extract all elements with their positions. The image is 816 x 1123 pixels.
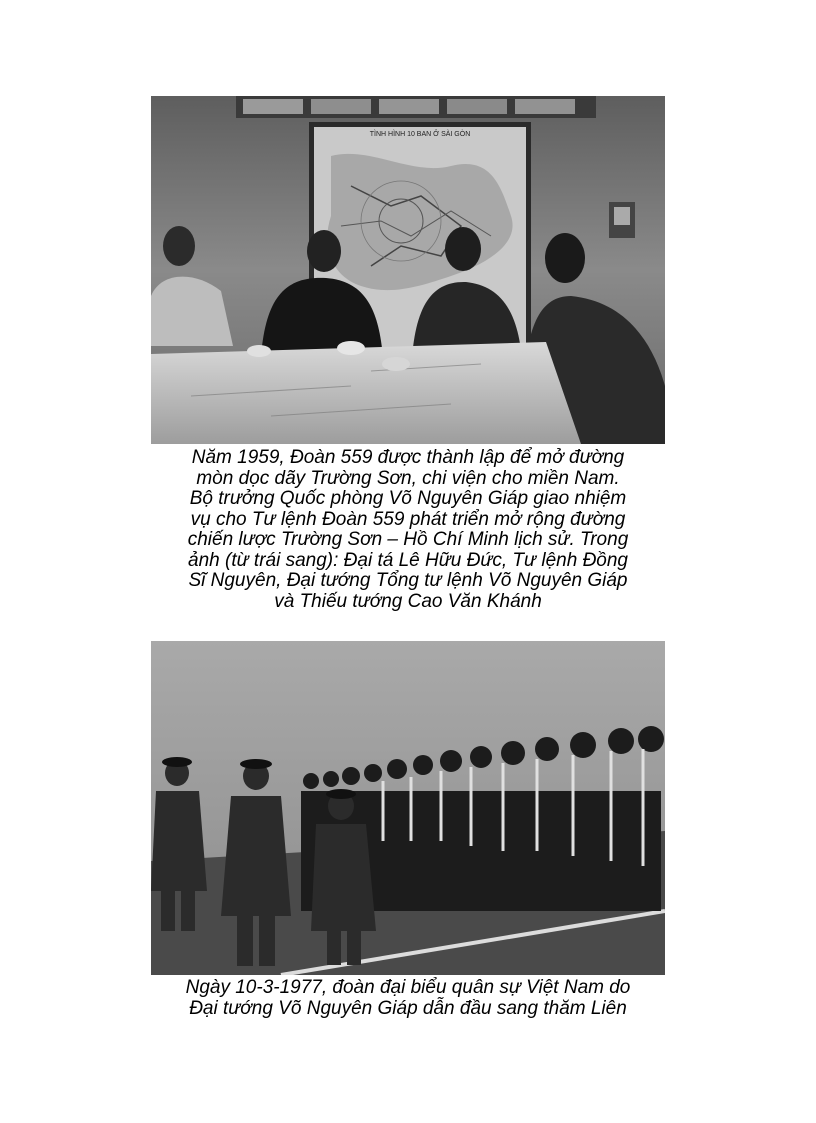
historical-photo-meeting: [151, 96, 665, 444]
photo-caption-2: [140, 978, 676, 1019]
caption-line: vụ cho Tư lệnh Đoàn 559 phát triển mở rộng đường: [190, 508, 626, 530]
caption-line: ảnh (từ trái sang): Đại tá Lê Hữu Đức, Tư lệnh Đồng: [188, 549, 628, 571]
photo-caption-1: [140, 448, 676, 612]
caption-line: chiến lược Trường Sơn – Hồ Chí Minh lịch sử. Trong: [187, 529, 629, 550]
caption-line: Sĩ Nguyên, Đại tướng Tổng tư lệnh Võ Nguyên Giáp: [188, 570, 628, 591]
caption-line: và Thiếu tướng Cao Văn Khánh: [274, 590, 542, 612]
map-title: TÌNH HÌNH 10 BAN Ở SÀI GÒN: [369, 131, 471, 138]
caption-line: Đại tướng Võ Nguyên Giáp dẫn đầu sang thăm Liên: [189, 997, 627, 1019]
caption-line: Ngày 10-3-1977, đoàn đại biểu quân sự Việt Nam do: [185, 977, 631, 998]
historical-photo-honor-guard: [151, 641, 665, 975]
meeting-photo-illustration: [151, 96, 665, 444]
caption-line: Năm 1959, Đoàn 559 được thành lập để mở đường: [191, 447, 625, 468]
caption-line: Bộ trưởng Quốc phòng Võ Nguyên Giáp giao nhiệm: [189, 488, 627, 509]
honor-guard-photo-illustration: [151, 641, 665, 975]
caption-line: mòn dọc dãy Trường Sơn, chi viện cho miền Nam.: [196, 467, 620, 489]
